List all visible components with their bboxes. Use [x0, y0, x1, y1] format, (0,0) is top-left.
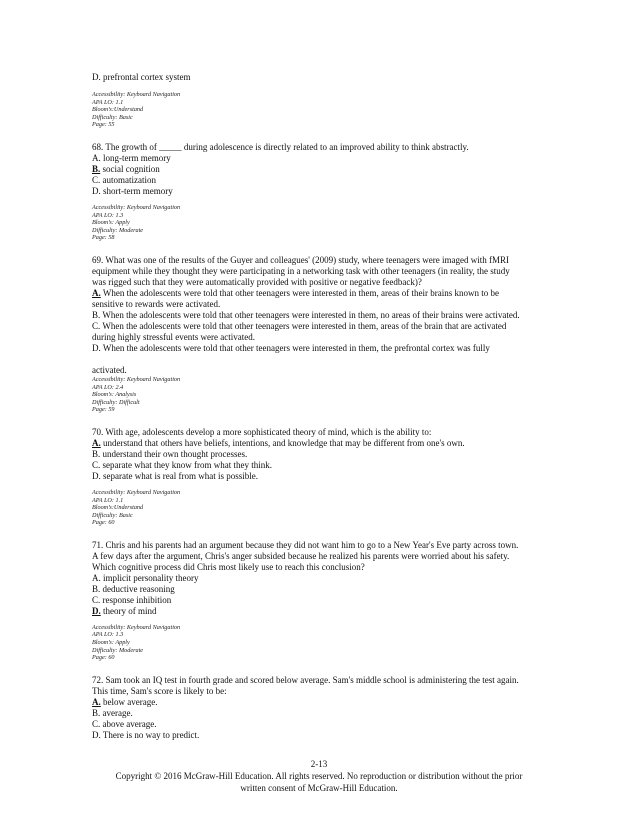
meta-line: Accessibility: Keyboard Navigation	[92, 203, 181, 211]
question-block	[92, 675, 562, 741]
option-letter: D.	[92, 729, 101, 740]
correct-answer-letter: B.	[92, 163, 101, 174]
answer-option	[92, 606, 562, 617]
answer-option	[92, 573, 562, 584]
meta-line: Bloom’s: Apply	[92, 219, 130, 227]
answer-option	[92, 288, 562, 299]
option-letter: D.	[92, 342, 101, 353]
answer-option	[92, 708, 562, 719]
option-letter: B.	[92, 309, 101, 320]
question-block	[92, 255, 562, 414]
option-text: When the adolescents were told that other teenagers were interested in them, the prefrontal cortex was fully	[100, 342, 490, 353]
option-text: theory of mind	[100, 605, 157, 616]
option-letter: B.	[92, 583, 101, 594]
option-text: understand their own thought processes.	[100, 448, 248, 459]
option-text: long-term memory	[100, 152, 171, 163]
question-stem-line: 72. Sam took an IQ test in fourth grade and scored below average. Sam's middle school is administering the test again.	[92, 674, 519, 685]
option-text: below average.	[100, 696, 158, 707]
answer-option	[92, 153, 562, 164]
page-number: 2-13	[310, 759, 328, 769]
meta-line: Page: 60	[92, 519, 115, 527]
option-letter: A.	[92, 572, 101, 583]
correct-answer-letter: A.	[92, 696, 101, 707]
document-page	[92, 72, 562, 741]
option-letter: D.	[92, 470, 101, 481]
meta-line: Bloom’s: Apply	[92, 639, 130, 647]
meta-line: Accessibility: Keyboard Navigation	[92, 375, 181, 383]
prev-question-meta	[92, 91, 562, 129]
option-letter: D.	[92, 185, 101, 196]
meta-line: Accessibility: Keyboard Navigation	[92, 623, 181, 631]
meta-line: APA LO: 2.4	[92, 383, 124, 391]
meta-line: Page: 58	[92, 234, 115, 242]
option-text: separate what is real from what is possible.	[100, 470, 258, 481]
meta-line: Accessibility: Keyboard Navigation	[92, 488, 181, 496]
option-letter: A.	[92, 152, 101, 163]
option-text: When the adolescents were told that other teenagers were interested in them, areas of their brains known to be	[100, 287, 499, 298]
answer-option	[92, 697, 562, 708]
question-stem-line: 71. Chris and his parents had an argument because they did not want him to go to a New Year's Eve party across town.	[92, 539, 519, 550]
option-text: When the adolescents were told that other teenagers were interested in them, areas of the brain that are activated	[100, 320, 507, 331]
option-letter: C.	[92, 459, 101, 470]
meta-line: APA LO: 1.3	[92, 211, 124, 219]
question-stem-line: 68. The growth of _____ during adolescence is directly related to an improved ability to think abstractly.	[92, 141, 469, 152]
meta-line: Difficulty: Moderate	[92, 226, 144, 234]
question-stem-line: Which cognitive process did Chris most likely use to reach this conclusion?	[92, 561, 365, 572]
option-letter: B.	[92, 707, 101, 718]
answer-option	[92, 719, 562, 730]
meta-line: Difficulty: Difficult	[92, 398, 140, 406]
meta-line: APA LO: 1.1	[92, 98, 124, 106]
question-stem-line: This time, Sam's score is likely to be:	[92, 685, 227, 696]
meta-line: Bloom’s:Understand	[92, 106, 144, 114]
answer-option	[92, 730, 562, 741]
question-stem-line: equipment while they thought they were participating in a networking task with other teenagers (in reality, the study	[92, 265, 510, 276]
question-list	[92, 129, 562, 741]
meta-line: Difficulty: Moderate	[92, 646, 144, 654]
correct-answer-letter: A.	[92, 287, 101, 298]
meta-line: APA LO: 1.3	[92, 631, 124, 639]
option-letter: C.	[92, 174, 101, 185]
option-text: social cognition	[100, 163, 160, 174]
option-letter: B.	[92, 448, 101, 459]
answer-option	[92, 438, 562, 449]
option-text: average.	[100, 707, 133, 718]
option-text-continued: sensitive to rewards were activated.	[92, 298, 221, 309]
option-text: short-term memory	[100, 185, 173, 196]
meta-line: APA LO: 1.1	[92, 496, 124, 504]
option-text: above average.	[100, 718, 157, 729]
question-stem-line: was rigged such that they were automatically provided with positive or negative feedback)?	[92, 276, 422, 287]
correct-answer-letter: A.	[92, 437, 101, 448]
question-block	[92, 427, 562, 527]
answer-option	[92, 343, 562, 354]
answer-option	[92, 595, 562, 606]
meta-line: Bloom’s: Analysis	[92, 391, 137, 399]
option-text-continued	[92, 354, 562, 365]
question-stem-line: 70. With age, adolescents develop a more sophisticated theory of mind, which is the ability to:	[92, 426, 432, 437]
option-text: response inhibition	[100, 594, 172, 605]
answer-option	[92, 460, 562, 471]
question-block	[92, 540, 562, 662]
answer-option	[92, 321, 562, 332]
option-text: implicit personality theory	[100, 572, 199, 583]
option-text: There is no way to predict.	[100, 729, 200, 740]
meta-line: Page: 55	[92, 121, 115, 129]
meta-line: Difficulty: Basic	[92, 511, 133, 519]
option-letter: C.	[92, 718, 101, 729]
question-stem-line: A few days after the argument, Chris's anger subsided because he realized his parents were worried about his safety.	[92, 550, 510, 561]
meta-line: Difficulty: Basic	[92, 113, 133, 121]
option-text: understand that others have beliefs, intentions, and knowledge that may be different from one's own.	[100, 437, 465, 448]
answer-option	[92, 584, 562, 595]
answer-option	[92, 175, 562, 186]
option-letter: C.	[92, 320, 101, 331]
question-block	[92, 142, 562, 242]
meta-line: Page: 59	[92, 406, 115, 414]
option-text: automatization	[100, 174, 156, 185]
meta-line: Page: 60	[92, 654, 115, 662]
prev-question-option: D. prefrontal cortex system	[92, 72, 191, 82]
question-stem-line: 69. What was one of the results of the Guyer and colleagues' (2009) study, where teenagers were imaged with fMRI	[92, 254, 509, 265]
option-text: separate what they know from what they think.	[100, 459, 272, 470]
meta-line: Bloom’s:Understand	[92, 504, 144, 512]
option-text: When the adolescents were told that other teenagers were interested in them, no areas of their brains were activated.	[100, 309, 520, 320]
answer-option	[92, 164, 562, 175]
option-letter: C.	[92, 594, 101, 605]
option-text-continued: activated.	[92, 364, 127, 375]
meta-line: Accessibility: Keyboard Navigation	[92, 91, 181, 98]
option-text: deductive reasoning	[100, 583, 175, 594]
answer-option	[92, 449, 562, 460]
copyright-line-1: Copyright © 2016 McGraw-Hill Education. All rights reserved. No reproduction or distribution without the prior	[115, 771, 523, 781]
answer-option	[92, 471, 562, 482]
answer-option	[92, 186, 562, 197]
answer-option	[92, 310, 562, 321]
option-text-continued: during highly stressful events were activated.	[92, 331, 255, 342]
copyright-line-2: written consent of McGraw-Hill Education.	[240, 783, 398, 793]
correct-answer-letter: D.	[92, 605, 101, 616]
